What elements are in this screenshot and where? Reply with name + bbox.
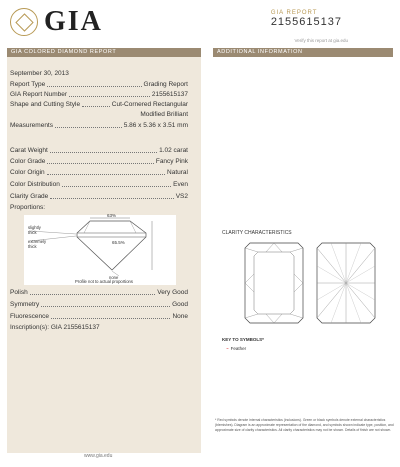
feather-symbol-icon: ~: [226, 346, 229, 351]
leader-dots: [30, 289, 156, 295]
clarity-plot-crown: [244, 242, 304, 324]
leader-dots: [51, 313, 170, 319]
leader-dots: [50, 147, 157, 153]
profile-note: Profile not to actual proportions: [75, 279, 133, 284]
girdle-label-bottom2: thick: [28, 244, 37, 249]
row-value: 5.86 x 5.36 x 3.51 mm: [123, 122, 188, 129]
row-key: Carat Weight: [10, 147, 48, 154]
row-key: Fluorescence: [10, 313, 50, 320]
row-inscription: [10, 324, 188, 332]
key-to-symbols-title: KEY TO SYMBOLS*: [222, 337, 264, 342]
logo-text: GIA: [44, 6, 103, 37]
row-value: Very Good: [157, 289, 188, 296]
row-clarity: [10, 193, 188, 201]
clarity-plot-pavilion: [316, 242, 376, 324]
row-value: Natural: [167, 169, 188, 176]
row-value: VS2: [175, 193, 188, 200]
row-key: Shape and Cutting Style: [10, 101, 81, 108]
row-key: Symmetry: [10, 301, 40, 308]
row-value: 2155615137: [151, 91, 188, 98]
row-value: Fancy Pink: [155, 158, 188, 165]
row-color-origin: [10, 169, 188, 177]
row-key: Color Grade: [10, 158, 46, 165]
leader-dots: [62, 181, 171, 187]
row-key: GIA Report Number: [10, 91, 68, 98]
leader-dots: [47, 81, 141, 87]
row-key: Color Origin: [10, 169, 45, 176]
report-date: September 30, 2013: [10, 70, 69, 77]
gia-logo: [10, 6, 120, 40]
report-header: [271, 10, 342, 29]
key-item-label: Feather: [230, 346, 247, 351]
key-item-feather: [226, 346, 246, 351]
verify-text[interactable]: Verify this report at gia.edu: [294, 38, 348, 43]
row-fluorescence: [10, 313, 188, 321]
row-key: Clarity Grade: [10, 193, 49, 200]
row-color-grade: [10, 158, 188, 166]
row-key: Measurements: [10, 122, 53, 129]
proportions-diagram: [24, 215, 176, 285]
row-value: None: [172, 313, 188, 320]
row-value: 1.02 carat: [159, 147, 188, 154]
leader-dots: [50, 193, 173, 199]
row-key: Report Type: [10, 81, 46, 88]
row-value: Even: [173, 181, 188, 188]
row-polish: [10, 289, 188, 297]
row-value: Good: [172, 301, 188, 308]
row-key: Polish: [10, 289, 28, 296]
row-key: Color Distribution: [10, 181, 60, 188]
leader-dots: [47, 169, 165, 175]
leader-dots: [82, 101, 110, 107]
row-value: Cut-Cornered Rectangular: [111, 101, 188, 108]
row-report-number: [10, 91, 188, 99]
gia-seal-icon: [10, 8, 38, 36]
clarity-title: CLARITY CHARACTERISTICS: [222, 230, 292, 236]
row-proportions: [10, 204, 188, 212]
row-symmetry: [10, 301, 188, 309]
row-measurements: [10, 122, 188, 130]
girdle-label-bottom: extremely: [28, 239, 47, 244]
row-color-distribution: [10, 181, 188, 189]
website-link[interactable]: www.gia.edu: [84, 453, 113, 459]
row-report-type: [10, 81, 188, 89]
culet-label: none: [109, 275, 119, 280]
row-shape-cont: [10, 111, 188, 119]
leader-dots: [55, 122, 122, 128]
depth-percentage: 65.5%: [112, 240, 125, 245]
row-shape: [10, 101, 188, 109]
right-section-title: ADDITIONAL INFORMATION: [213, 48, 393, 57]
row-value: Grading Report: [143, 81, 188, 88]
report-number: 2155615137: [270, 16, 342, 28]
girdle-label-top2: thick: [28, 230, 37, 235]
leader-dots: [69, 91, 150, 97]
leader-dots: [47, 158, 153, 164]
report-label: GIA REPORT: [270, 10, 318, 16]
row-key: Proportions:: [10, 204, 46, 211]
row-key: Inscription(s): GIA 2155615137: [10, 324, 100, 331]
row-value: Modified Brilliant: [140, 111, 188, 118]
diamond-profile: [24, 215, 176, 285]
girdle-label-top: slightly: [28, 225, 41, 230]
leader-dots: [41, 301, 170, 307]
left-section-title: GIA COLORED DIAMOND REPORT: [7, 48, 201, 57]
row-carat: [10, 147, 188, 155]
footnote: * Red symbols denote internal characteristics (inclusions). Green or black symbols denote external characteristics (blemishes). Diagram is an approximate representation of the diamond, and symbols shown indicate type, position, and approximate size of clarity characteristics. All clarity characteristics may not be shown. Details of finish are not shown.: [215, 418, 394, 432]
table-percentage: 63%: [107, 213, 117, 218]
